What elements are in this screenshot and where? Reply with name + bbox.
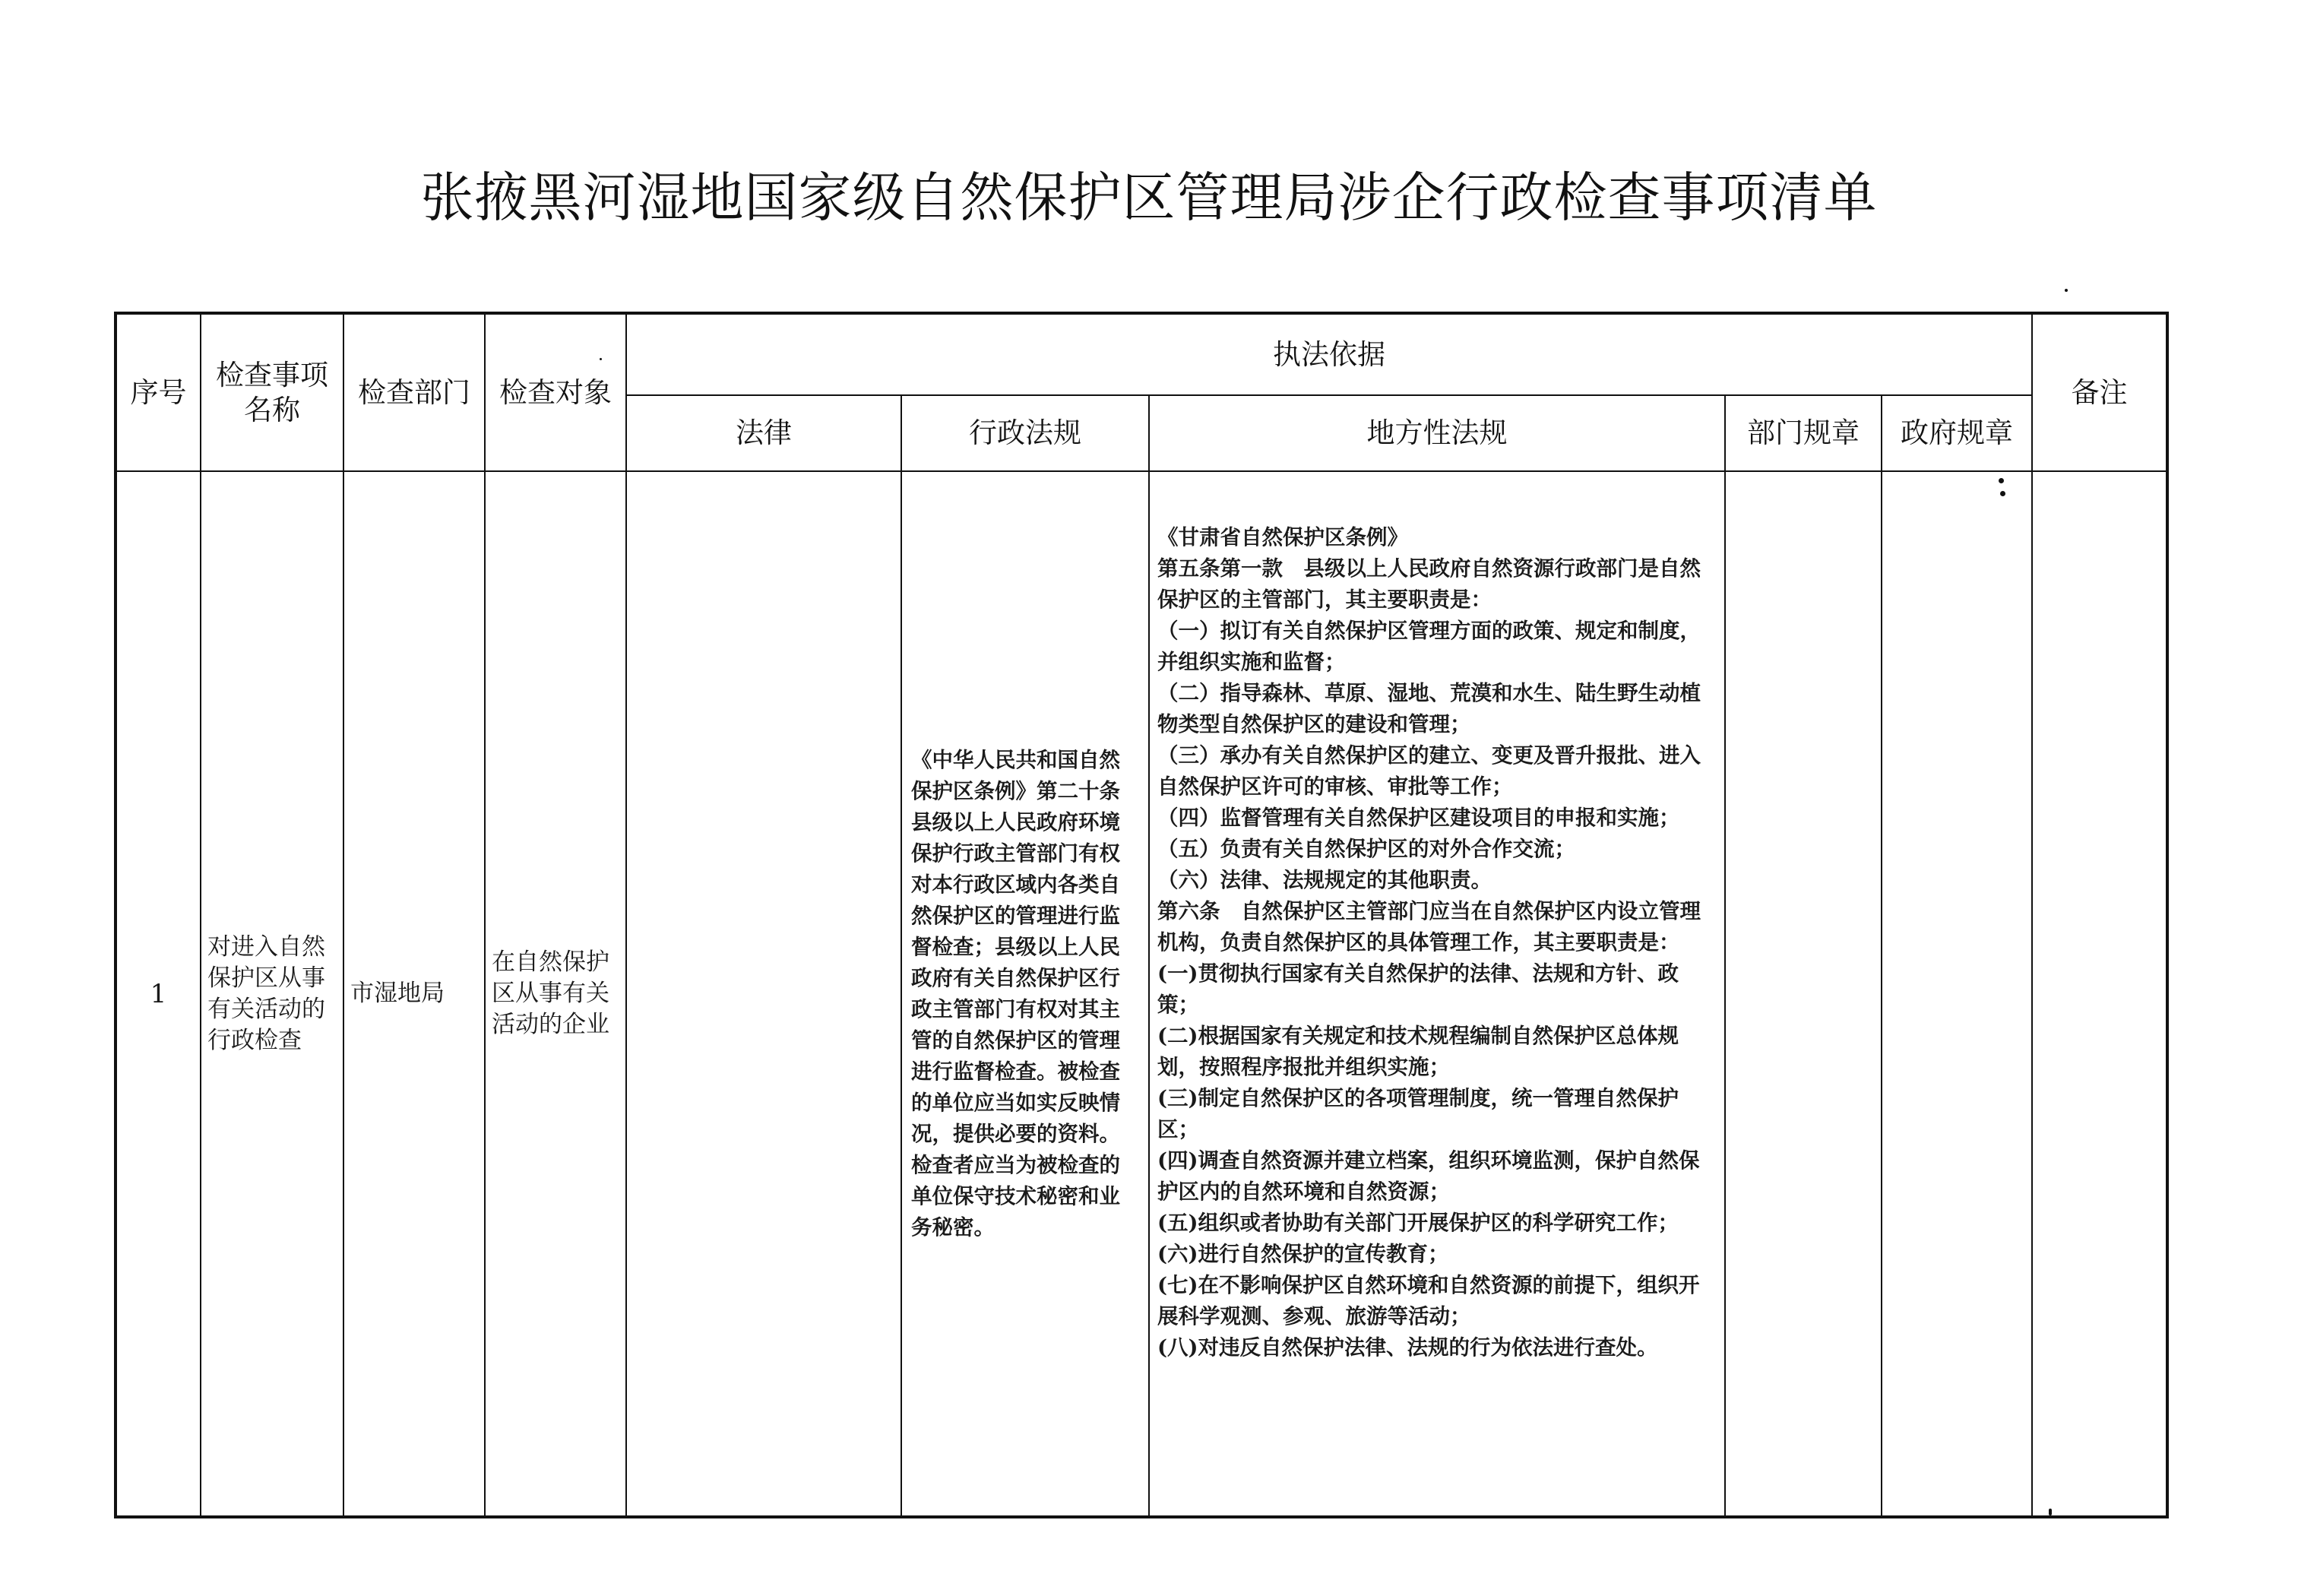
local-regulation-line: 第五条第一款 县级以上人民政府自然资源行政部门是自然保护区的主管部门，其主要职责是： [1157,556,1701,612]
local-regulation-line: （四）监督管理有关自然保护区建设项目的申报和实施； [1157,806,1680,830]
row-item-name: 对进入自然保护区从事有关活动的行政检查 [201,471,343,1517]
row-target: 在自然保护区从事有关活动的企业 [485,471,626,1517]
local-regulation-line: （五）负责有关自然保护区的对外合作交流； [1157,837,1575,861]
header-gov-rule: 政府规章 [1882,395,2032,471]
row-gov-rule [1882,471,2032,1517]
row-admin-regulation: 《中华人民共和国自然保护区条例》第二十条 县级以上人民政府环境保护行政主管部门有权对本行政区域内各类自然保护区的管理进行监督检查；县级以上人民政府有关自然保护区行政主管部门有权对其主管的自然保护区的管理进行监督检查。被检查的单位应当如实反映情况，提供必要的资料。检查者应当为被检查的单位保守技术秘密和业务秘密。 [911,747,1141,1240]
local-regulation-line: (六)进行自然保护的宣传教育； [1157,1242,1449,1266]
header-local-regulation: 地方性法规 [1149,395,1725,471]
local-regulation-line: （六）法律、法规规定的其他职责。 [1157,868,1492,892]
header-enforcement-basis: 执法依据 [626,313,2032,395]
local-regulation-line: (二)根据国家有关规定和技术规程编制自然保护区总体规划，按照程序报批并组织实施； [1157,1024,1679,1079]
scan-speck [2065,289,2068,292]
row-remarks [2032,471,2167,1517]
local-regulation-line: (三)制定自然保护区的各项管理制度，统一管理自然保护区； [1157,1086,1679,1142]
scan-speck [2000,491,2005,496]
scan-speck [1999,478,2004,483]
row-local-regulation-cell [1149,471,1725,1517]
scan-speck [2049,1509,2052,1515]
local-regulation-line: (一)贯彻执行国家有关自然保护的法律、法规和方针、政策； [1157,961,1679,1017]
row-local-regulation [1157,522,1705,1363]
local-regulation-line: （三）承办有关自然保护区的建立、变更及晋升报批、进入自然保护区许可的审核、审批等工作； [1157,743,1701,799]
header-item-name: 检查事项名称 [201,313,343,471]
row-admin-regulation-cell [901,471,1149,1517]
header-admin-regulation: 行政法规 [901,395,1149,471]
local-regulation-line: (四)调查自然资源并建立档案，组织环境监测，保护自然保护区内的自然环境和自然资源； [1157,1148,1700,1204]
local-regulation-line: 《甘肃省自然保护区条例》 [1157,525,1408,549]
header-target: 检查对象 [485,313,626,471]
local-regulation-line: (七)在不影响保护区自然环境和自然资源的前提下，组织开展科学观测、参观、旅游等活动； [1157,1273,1700,1328]
row-department: 市湿地局 [343,471,485,1517]
header-dept-rule: 部门规章 [1725,395,1882,471]
document-title: 张掖黑河湿地国家级自然保护区管理局涉企行政检查事项清单 [420,166,1878,229]
header-department: 检查部门 [343,313,485,471]
local-regulation-line: （一）拟订有关自然保护区管理方面的政策、规定和制度，并组织实施和监督； [1157,619,1701,674]
local-regulation-line: 第六条 自然保护区主管部门应当在自然保护区内设立管理机构，负责自然保护区的具体管理工作，其主要职责是： [1157,899,1701,955]
row-law [626,471,901,1517]
scan-speck [600,358,602,360]
header-row-primary [116,313,2167,395]
local-regulation-line: (五)组织或者协助有关部门开展保护区的科学研究工作； [1157,1211,1679,1235]
local-regulation-line: （二）指导森林、草原、湿地、荒漠和水生、陆生野生动植物类型自然保护区的建设和管理； [1157,681,1701,736]
table-row [116,471,2167,1517]
local-regulation-line: (八)对违反自然保护法律、法规的行为依法进行查处。 [1157,1335,1658,1360]
row-seq: 1 [116,471,201,1517]
header-seq: 序号 [116,313,201,471]
row-dept-rule [1725,471,1882,1517]
inspection-items-table [114,312,2169,1518]
header-law: 法律 [626,395,901,471]
header-remarks: 备注 [2032,313,2167,471]
